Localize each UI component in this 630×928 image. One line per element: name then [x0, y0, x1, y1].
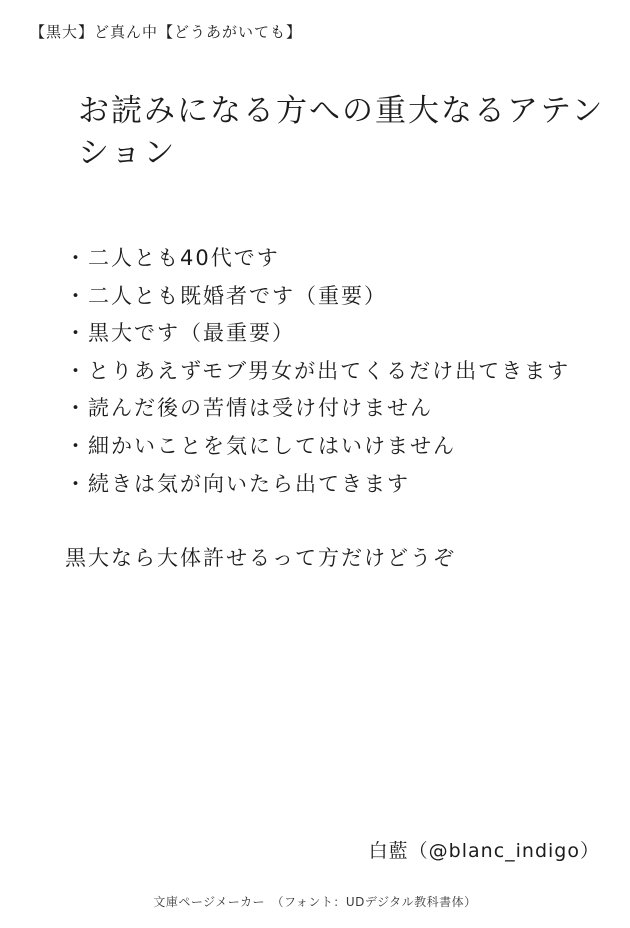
page-title-line-1: お読みになる方への重大なるアテン: [78, 93, 605, 129]
note-item: ・とりあえずモブ男女が出てくるだけ出てきます: [65, 358, 571, 383]
author-signature: 白藍（@blanc_indigo）: [368, 840, 600, 862]
note-item: ・黒大です（最重要）: [65, 321, 295, 346]
page-title-line-2: ション: [78, 135, 177, 171]
page-title: [78, 90, 604, 174]
closing-note: 黒大なら大体許せるって方だけどうぞ: [65, 546, 456, 570]
page-header-tag: 【黒大】ど真ん中【どうあがいても】: [30, 23, 303, 41]
note-item: ・二人とも40代です: [65, 246, 280, 270]
footer-credit: 文庫ページメーカー （フォント：UDデジタル教科書体）: [153, 895, 477, 909]
note-item: ・二人とも既婚者です（重要）: [65, 283, 387, 308]
note-item: ・読んだ後の苦情は受け付けません: [65, 396, 433, 421]
note-item: ・続きは気が向いたら出てきます: [65, 471, 410, 496]
attention-notes-list: [65, 240, 570, 503]
note-item: ・細かいことを気にしてはいけません: [65, 433, 456, 458]
